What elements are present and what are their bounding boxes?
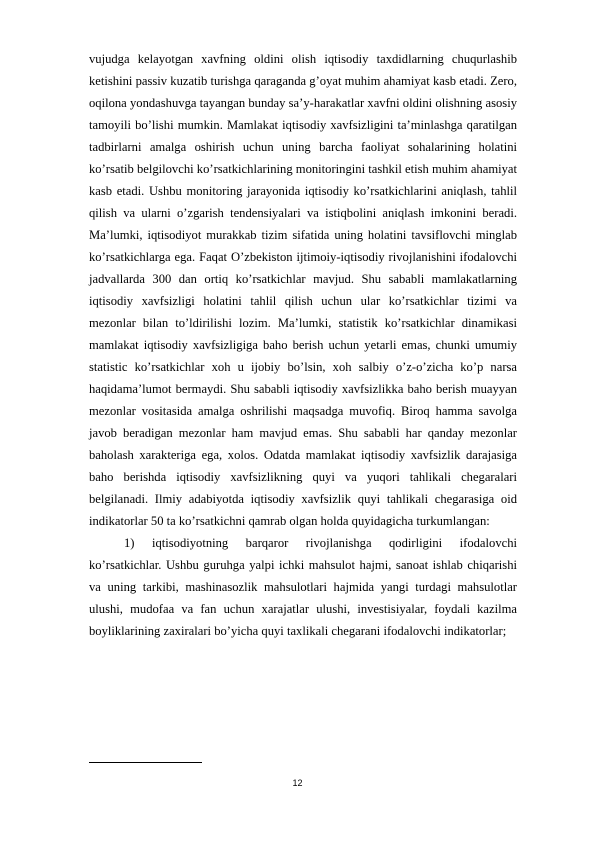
paragraph-economic-security: vujudga kelayotgan xavfning oldini olish iqtisodiy taxdidlarning chuqurlashib ketishini passiv kuzatib turishga qaraganda g’oyat muhim ahamiyat kasb etadi. Zero, oqilona yondashuvga tayangan bunday sa’y-harakatlar xavfni oldini olishning asosiy tamoyili bo’lishi mumkin. Mamlakat iqtisodiy xavfsizligini ta’minlashga qaratilgan tadbirlarni amalga oshirish uchun uning barcha faoliyat sohalarining holatini ko’rsatib belgilovchi ko’rsatkichlarining monitoringini tashkil etish muhim ahamiyat kasb etadi. Ushbu monitoring jarayonida iqtisodiy ko’rsatkichlarini aniqlash, tahlil qilish va ularni o’zgarish tendensiyalari va istiqbolini aniqlash imkonini beradi. Ma’lumki, iqtisodiyot murakkab tizim sifatida uning holatini tavsiflovchi minglab ko’rsatkichlarga ega. Faqat O’zbekiston ijtimoiy-iqtisodiy rivojlanishini ifodalovchi jadvallarda 300 dan ortiq ko’rsatkichlar mavjud. Shu sababli mamlakatlarning iqtisodiy xavfsizligi holatini tahlil qilish uchun ular ko’rsatkichlar tizimi va mezonlar bilan to’ldirilishi lozim. Ma’lumki, statistik ko’rsatkichlar dinamikasi mamlakat iqtisodiy xavfsizligiga baho berish uchun yetarli emas, chunki umumiy statistic ko’rsatkichlar xoh u ijobiy bo’lsin, xoh salbiy o’z-o’zicha ko’p narsa haqidama’lumot bermaydi. Shu sababli iqtisodiy xavfsizlikka baho berish muayyan mezonlar vositasida amalga oshrilishi maqsadga muvofiq. Biroq hamma savolga javob beradigan mezonlar ham mavjud emas. Shu sababli har qanday mezonlar baholash xarakteriga ega, xolos. Odatda mamlakat iqtisodiy xavfsizlik darajasiga baho berishda iqtisodiy xavfsizlikning quyi va yuqori tahlikali chegaralari belgilanadi. Ilmiy adabiyotda iqtisodiy xavfsizlik quyi tahlikali chegarasiga oid indikatorlar 50 ta ko’rsatkichni qamrab olgan holda quyidagicha turkumlangan: [89,52,517,528]
footnote-separator [89,762,202,763]
list-item-indicators-group-1: 1) iqtisodiyotning barqaror rivojlanishga qodirligini ifodalovchi ko’rsatkichlar. Ushbu guruhga yalpi ichki mahsulot hajmi, sanoat ishlab chiqarishi va uning tarkibi, mashinasozlik mahsulotlari hajmida yangi turdagi mahsulotlar ulushi, mudofaa va fan uchun xarajatlar ulushi, investisiyalar, foydali kazilma boyliklarining zaxiralari bo’yicha quyi taxlikali chegarani ifodalovchi indikatorlar; [89,536,517,638]
page-number: 12 [292,778,303,788]
body-text [89,48,517,642]
